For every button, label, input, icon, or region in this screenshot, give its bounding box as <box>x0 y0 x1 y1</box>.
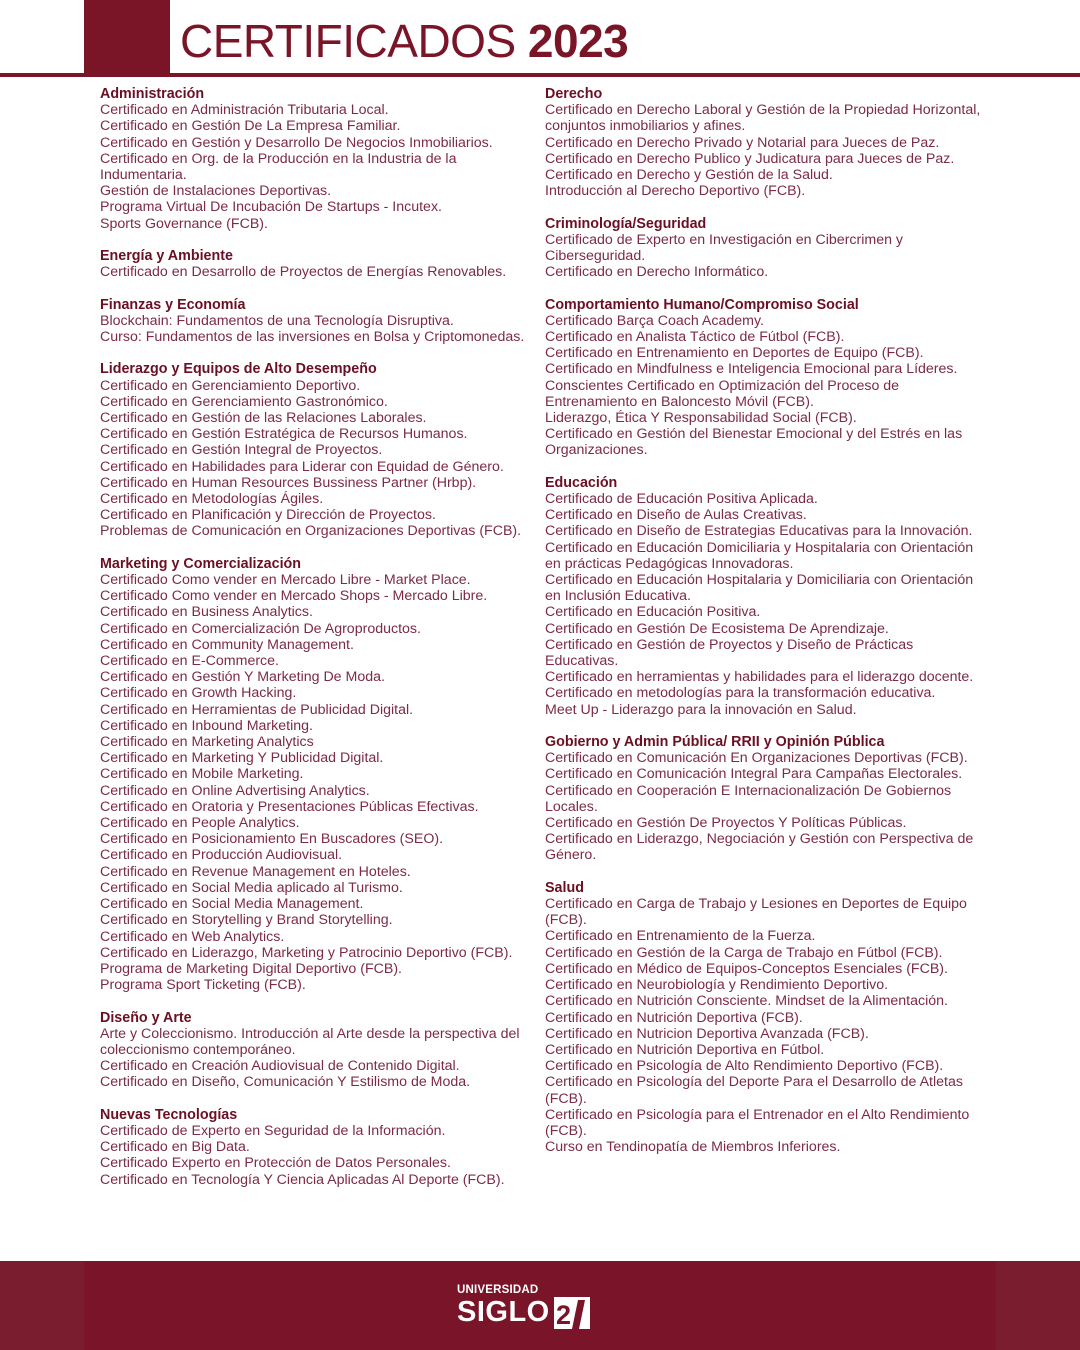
certificates-column-left <box>100 86 532 1204</box>
certificate-list <box>100 102 532 232</box>
category-section <box>545 475 985 718</box>
certificate-list <box>545 491 985 718</box>
category-title: Nuevas Tecnologías <box>100 1106 238 1123</box>
certificate-item: Liderazgo, Ética Y Responsabilidad Social (FCB). <box>545 410 857 427</box>
certificate-item: Certificado en Diseño, Comunicación Y Estilismo de Moda. <box>100 1074 471 1091</box>
logo-university-label: UNIVERSIDAD <box>457 1284 539 1296</box>
certificate-item: Certificado en Creación Audiovisual de Contenido Digital. <box>100 1058 460 1075</box>
certificate-list <box>100 1026 532 1091</box>
certificate-item: Certificado en Inbound Marketing. <box>100 717 313 734</box>
siglo21-logo <box>457 1284 597 1330</box>
certificate-list <box>545 232 985 281</box>
category-title: Educación <box>545 474 618 491</box>
certificate-item: Certificado en Mindfulness e Inteligencia Emocional para Líderes. <box>545 361 958 378</box>
category-section <box>545 86 985 199</box>
certificate-item: Certificado Barça Coach Academy. <box>545 312 764 329</box>
certificate-item: Certificado en Diseño de Aulas Creativas. <box>545 507 807 524</box>
category-section <box>100 1010 532 1091</box>
certificate-item: Certificado en Tecnología Y Ciencia Aplicadas Al Deporte (FCB). <box>100 1171 505 1188</box>
category-section <box>545 880 985 1155</box>
certificate-item: Certificado en Gestión de la Carga de Trabajo en Fútbol (FCB). <box>545 944 943 961</box>
header-divider <box>0 73 1080 77</box>
category-section <box>545 216 985 281</box>
certificate-item: Certificado en Growth Hacking. <box>100 685 297 702</box>
certificate-item: Certificado en Analista Táctico de Fútbol (FCB). <box>545 329 845 346</box>
certificate-item: Certificado en Gerenciamiento Deportivo. <box>100 377 361 394</box>
category-title: Energía y Ambiente <box>100 248 233 265</box>
category-section <box>545 734 985 864</box>
category-section <box>100 297 532 346</box>
certificate-list <box>545 313 985 459</box>
category-section <box>100 248 532 280</box>
certificate-item: Certificado en Gestión y Desarrollo De Negocios Inmobiliarios. <box>100 134 493 151</box>
certificate-item: Certificado en Educación Domiciliaria y Hospitalaria con Orientación en prácticas Pedagógicas Innovadoras. <box>545 539 974 572</box>
certificate-item: Certificado en Gestión Y Marketing De Moda. <box>100 669 385 686</box>
certificate-item: Certificado en Administración Tributaria Local. <box>100 102 389 119</box>
certificate-item: Certificado en Planificación y Dirección de Proyectos. <box>100 507 436 524</box>
certificate-item: Certificado en Online Advertising Analytics. <box>100 782 370 799</box>
certificate-item: Certificado en Médico de Equipos-Conceptos Esenciales (FCB). <box>545 960 948 977</box>
certificate-item: Certificado en Gerenciamiento Gastronómico. <box>100 393 388 410</box>
certificate-item: Certificado en Metodologías Ágiles. <box>100 491 324 508</box>
certificate-list <box>100 264 532 280</box>
certificate-item: Blockchain: Fundamentos de una Tecnología Disruptiva. <box>100 312 454 329</box>
category-title: Diseño y Arte <box>100 1009 192 1026</box>
certificate-list <box>545 896 985 1155</box>
certificate-item: Certificado en Gestión del Bienestar Emocional y del Estrés en las Organizaciones. <box>545 426 963 459</box>
page-title-main: CERTIFICADOS <box>180 15 516 67</box>
certificate-item: Certificado en Nutrición Deportiva en Fútbol. <box>545 1041 825 1058</box>
certificate-item: Certificado en Herramientas de Publicidad Digital. <box>100 701 414 718</box>
page-title-year: 2023 <box>527 15 629 67</box>
category-title: Criminología/Seguridad <box>545 215 707 232</box>
category-section <box>100 1107 532 1188</box>
certificate-item: Certificado en Web Analytics. <box>100 928 285 945</box>
certificate-item: Certificado en E-Commerce. <box>100 653 279 670</box>
certificate-item: Certificado en Gestión De Ecosistema De Aprendizaje. <box>545 620 889 637</box>
certificate-item: Meet Up - Liderazgo para la innovación en Salud. <box>545 701 857 718</box>
certificate-item: Certificado en Diseño de Estrategias Educativas para la Innovación. <box>545 523 973 540</box>
certificate-item: Certificado en Business Analytics. <box>100 604 313 621</box>
svg-text:2: 2 <box>556 1300 572 1329</box>
certificate-item: Arte y Coleccionismo. Introducción al Arte desde la perspectiva del coleccionismo contemporáneo. <box>100 1025 520 1058</box>
certificate-item: Certificado en Derecho Publico y Judicatura para Jueces de Paz. <box>545 150 955 167</box>
certificate-item: Certificado Experto en Protección de Datos Personales. <box>100 1155 451 1172</box>
certificate-item: Certificado en Gestión De Proyectos Y Políticas Públicas. <box>545 815 907 832</box>
certificate-item: Certificado en Neurobiología y Rendimiento Deportivo. <box>545 977 889 994</box>
certificate-item: Certificado en Gestión De La Empresa Familiar. <box>100 118 401 135</box>
certificate-item: Programa Sport Ticketing (FCB). <box>100 977 306 994</box>
category-title: Derecho <box>545 86 603 102</box>
certificate-item: Curso: Fundamentos de las inversiones en Bolsa y Criptomonedas. <box>100 329 525 346</box>
certificate-item: Curso en Tendinopatía de Miembros Inferiores. <box>545 1139 841 1156</box>
certificate-item: Certificado en Storytelling y Brand Storytelling. <box>100 912 393 929</box>
certificate-item: Sports Governance (FCB). <box>100 215 268 232</box>
certificate-item: Certificado en Derecho Privado y Notarial para Jueces de Paz. <box>545 134 940 151</box>
certificate-item: Certificado de Educación Positiva Aplicada. <box>545 491 818 508</box>
certificate-list <box>100 378 532 540</box>
certificate-item: Certificado en metodologías para la transformación educativa. <box>545 685 936 702</box>
certificate-item: Certificado en Posicionamiento En Buscadores (SEO). <box>100 831 444 848</box>
certificate-item: Certificado en Org. de la Producción en la Industria de la Indumentaria. <box>100 150 457 184</box>
category-section <box>100 556 532 993</box>
certificate-item: Certificado en Comercialización De Agroproductos. <box>100 620 421 637</box>
certificate-item: Certificado en Community Management. <box>100 636 354 653</box>
certificate-item: Certificado en Nutrición Consciente. Mindset de la Alimentación. <box>545 993 948 1010</box>
certificate-item: Certificado en Psicología del Deporte Para el Desarrollo de Atletas (FCB). <box>545 1074 963 1107</box>
certificate-item: Certificado en Educación Hospitalaria y Domiciliaria con Orientación en Inclusión Educativa. <box>545 572 974 605</box>
certificate-item: Certificado en Derecho y Gestión de la Salud. <box>545 167 833 184</box>
certificate-item: Certificado en Entrenamiento de la Fuerza. <box>545 928 816 945</box>
category-title: Administración <box>100 86 205 102</box>
certificate-item: Programa de Marketing Digital Deportivo (FCB). <box>100 960 402 977</box>
category-title: Salud <box>545 879 584 896</box>
footer <box>0 1261 1080 1350</box>
category-title: Comportamiento Humano/Compromiso Social <box>545 296 859 313</box>
certificate-item: Certificado en Comunicación Integral Para Campañas Electorales. <box>545 766 963 783</box>
certificate-list <box>100 313 532 345</box>
siglo21-badge-icon <box>554 1297 590 1329</box>
certificate-item: Certificado en Comunicación En Organizaciones Deportivas (FCB). <box>545 750 968 767</box>
certificates-column-right <box>545 86 985 1172</box>
category-title: Marketing y Comercialización <box>100 555 302 572</box>
category-title: Liderazgo y Equipos de Alto Desempeño <box>100 361 377 378</box>
page-title <box>180 14 628 68</box>
certificate-item: Certificado en Liderazgo, Marketing y Patrocinio Deportivo (FCB). <box>100 944 513 961</box>
certificate-item: Certificado en Social Media aplicado al Turismo. <box>100 879 403 896</box>
certificate-item: Gestión de Instalaciones Deportivas. <box>100 183 332 200</box>
certificate-item: Problemas de Comunicación en Organizaciones Deportivas (FCB). <box>100 523 522 540</box>
certificate-item: Certificado en Derecho Informático. <box>545 264 769 281</box>
certificate-item: Certificado en Derecho Laboral y Gestión de la Propiedad Horizontal, conjuntos inmobiliarios y afines. <box>545 102 981 135</box>
certificate-item: Certificado en Social Media Management. <box>100 896 364 913</box>
certificate-list <box>545 750 985 863</box>
logo-siglo-label: SIGLO <box>457 1296 550 1328</box>
category-section <box>100 361 532 539</box>
category-section <box>545 297 985 459</box>
certificate-item: Certificado de Experto en Seguridad de la Información. <box>100 1122 446 1139</box>
certificate-item: Certificado Como vender en Mercado Shops - Mercado Libre. <box>100 588 488 605</box>
certificate-item: Certificado en Oratoria y Presentaciones Públicas Efectivas. <box>100 798 479 815</box>
header-accent-block <box>84 0 170 75</box>
certificate-item: Certificado en Human Resources Bussiness Partner (Hrbp). <box>100 474 477 491</box>
certificate-item: Certificado en Psicología de Alto Rendimiento Deportivo (FCB). <box>545 1058 944 1075</box>
certificate-item: Certificado en Gestión Integral de Proyectos. <box>100 442 383 459</box>
certificate-item: Certificado Como vender en Mercado Libre - Market Place. <box>100 572 471 589</box>
category-title: Gobierno y Admin Pública/ RRII y Opinión Pública <box>545 734 885 751</box>
category-title: Finanzas y Economía <box>100 296 246 313</box>
certificate-item: Certificado en Revenue Management en Hoteles. <box>100 863 411 880</box>
certificate-item: Certificado en Gestión de Proyectos y Diseño de Prácticas Educativas. <box>545 636 914 670</box>
certificate-item: Certificado en Marketing Analytics <box>100 734 314 751</box>
certificate-item: Certificado en Gestión de las Relaciones Laborales. <box>100 410 427 427</box>
certificate-item: Certificado en Psicología para el Entrenador en el Alto Rendimiento (FCB). <box>545 1106 970 1139</box>
certificate-item: Certificado en Liderazgo, Negociación y Gestión con Perspectiva de Género. <box>545 831 974 864</box>
certificate-list <box>545 102 985 199</box>
certificate-item: Certificado en Cooperación E Internacionalización De Gobiernos Locales. <box>545 782 952 815</box>
certificate-item: Certificado en Mobile Marketing. <box>100 766 304 783</box>
certificate-item: Certificado en Carga de Trabajo y Lesiones en Deportes de Equipo (FCB). <box>545 896 967 929</box>
certificate-item: Certificado en herramientas y habilidades para el liderazgo docente. <box>545 669 974 686</box>
category-section <box>100 86 532 232</box>
certificate-item: Introducción al Derecho Deportivo (FCB). <box>545 183 806 200</box>
certificate-item: Certificado en Nutricion Deportiva Avanzada (FCB). <box>545 1025 869 1042</box>
certificate-item: Certificado en Big Data. <box>100 1139 250 1156</box>
certificate-list <box>100 1123 532 1188</box>
certificate-item: Certificado en Gestión Estratégica de Recursos Humanos. <box>100 426 468 443</box>
certificate-item: Certificado de Experto en Investigación en Cibercrimen y Ciberseguridad. <box>545 231 904 265</box>
certificate-item: Certificado en Educación Positiva. <box>545 604 761 621</box>
certificate-item: Conscientes Certificado en Optimización del Proceso de Entrenamiento en Baloncesto Móvil (FCB). <box>545 377 900 410</box>
certificate-item: Certificado en Marketing Y Publicidad Digital. <box>100 750 384 767</box>
certificate-item: Certificado en Nutrición Deportiva (FCB). <box>545 1009 803 1026</box>
certificate-list <box>100 572 532 993</box>
certificate-item: Certificado en Desarrollo de Proyectos de Energías Renovables. <box>100 264 507 281</box>
certificate-item: Programa Virtual De Incubación De Startups - Incutex. <box>100 199 442 216</box>
certificate-item: Certificado en Entrenamiento en Deportes de Equipo (FCB). <box>545 345 924 362</box>
certificate-item: Certificado en People Analytics. <box>100 815 300 832</box>
certificate-item: Certificado en Producción Audiovisual. <box>100 847 343 864</box>
certificate-item: Certificado en Habilidades para Liderar con Equidad de Género. <box>100 458 504 475</box>
